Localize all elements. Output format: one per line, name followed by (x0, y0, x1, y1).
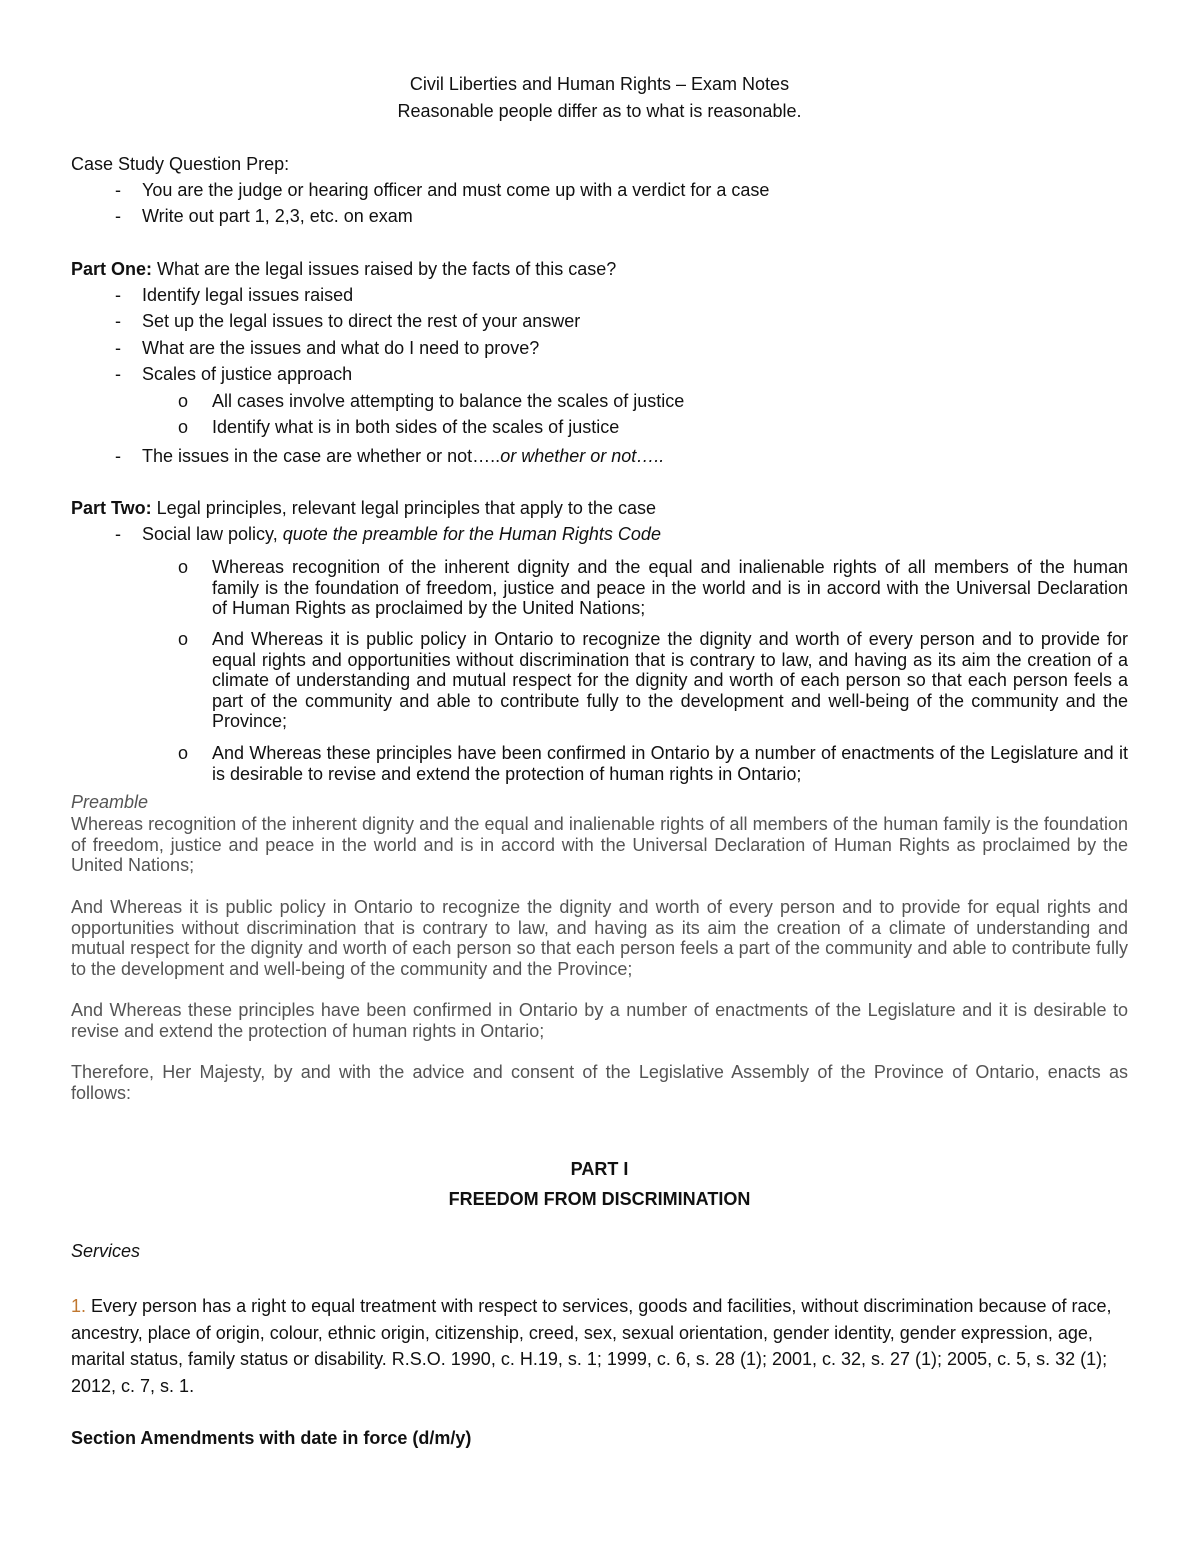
circle-marker: o (178, 417, 189, 437)
part-subheading: FREEDOM FROM DISCRIMINATION (448, 1189, 751, 1209)
section-amendments-link[interactable]: Section Amendments with date in force (d/m/y) (71, 1428, 472, 1448)
part-two-label: Part Two: (71, 498, 152, 518)
preamble-paragraph: And Whereas these principles have been confirmed in Ontario by a number of enactments of the Legislature and it is desirable to revise and extend the protection of human rights in Ontario; (71, 1000, 1128, 1041)
circle-marker: o (178, 743, 189, 763)
dash-marker: - (115, 524, 121, 544)
preamble-paragraph: And Whereas it is public policy in Ontario to recognize the dignity and worth of every person and to provide for equal rights and opportunities without discrimination that is contrary to law, and having as its aim the creation of a climate of understanding and mutual respect for the dignity and worth of each person so that each person feels a part of the community and able to contribute fully to the development and well-being of the community and the Province; (71, 897, 1128, 979)
document-title: Civil Liberties and Human Rights – Exam Notes (409, 74, 790, 94)
preamble-paragraph: Therefore, Her Majesty, by and with the advice and consent of the Legislative Assembly of the Province of Ontario, enacts as follows: (71, 1062, 1128, 1103)
section-1-text: 1. Every person has a right to equal treatment with respect to services, goods and facilities, without discrimination because of race, ancestry, place of origin, colour, ethnic origin, citizenship, creed, sex, sexual orientation, gender identity, gender expression, age, marital status, family status or disability. R.S.O. 1990, c. H.19, s. 1; 1999, c. 6, s. 28 (1); 2001, c. 32, s. 27 (1); 2005, c. 5, s. 32 (1); 2012, c. 7, s. 1. (71, 1296, 1112, 1396)
section-number: 1. (71, 1296, 87, 1316)
circle-marker: o (178, 557, 189, 577)
dash-marker: - (115, 364, 121, 384)
prep-heading: Case Study Question Prep: (71, 154, 290, 174)
part-two-text: Legal principles, relevant legal principles that apply to the case (151, 498, 656, 518)
part-two-sub-bullet: o And Whereas it is public policy in Ontario to recognize the dignity and worth of every person and to provide for equal rights and opportunities without discrimination that is contrary to law, and having as its aim the creation of a climate of understanding and mutual respect for the dignity and worth of each person so that each person feels a part of the community and able to contribute fully to the development and well-being of the community and the Province; (178, 629, 1128, 731)
document-subtitle: Reasonable people differ as to what is reasonable. (397, 101, 802, 121)
part-two-sub-bullet: o Whereas recognition of the inherent dignity and the equal and inalienable rights of all members of the human family is the foundation of freedom, justice and peace in the world and is in accord with the Universal Declaration of Human Rights as proclaimed by the United Nations; (178, 557, 1128, 618)
dash-marker: - (115, 180, 121, 200)
preamble-paragraph: Whereas recognition of the inherent dignity and the equal and inalienable rights of all members of the human family is the foundation of freedom, justice and peace in the world and is in accord with the Universal Declaration of Human Rights as proclaimed by the United Nations; (71, 814, 1128, 875)
part-one-heading (71, 259, 616, 280)
dash-marker: - (115, 338, 121, 358)
circle-marker: o (178, 391, 189, 411)
dash-marker: - (115, 311, 121, 331)
dash-marker: - (115, 206, 121, 226)
dash-marker: - (115, 285, 121, 305)
services-label: Services (71, 1241, 141, 1261)
part-two-heading (71, 498, 656, 519)
dash-marker: - (115, 446, 121, 466)
part-one-text: What are the legal issues raised by the facts of this case? (152, 259, 617, 279)
circle-marker: o (178, 629, 189, 649)
part-one-label: Part One: (71, 259, 153, 279)
preamble-label: Preamble (71, 792, 149, 812)
part-heading: PART I (570, 1159, 629, 1179)
part-two-sub-bullet: o And Whereas these principles have been confirmed in Ontario by a number of enactments of the Legislature and it is desirable to revise and extend the protection of human rights in Ontario; (178, 743, 1128, 784)
